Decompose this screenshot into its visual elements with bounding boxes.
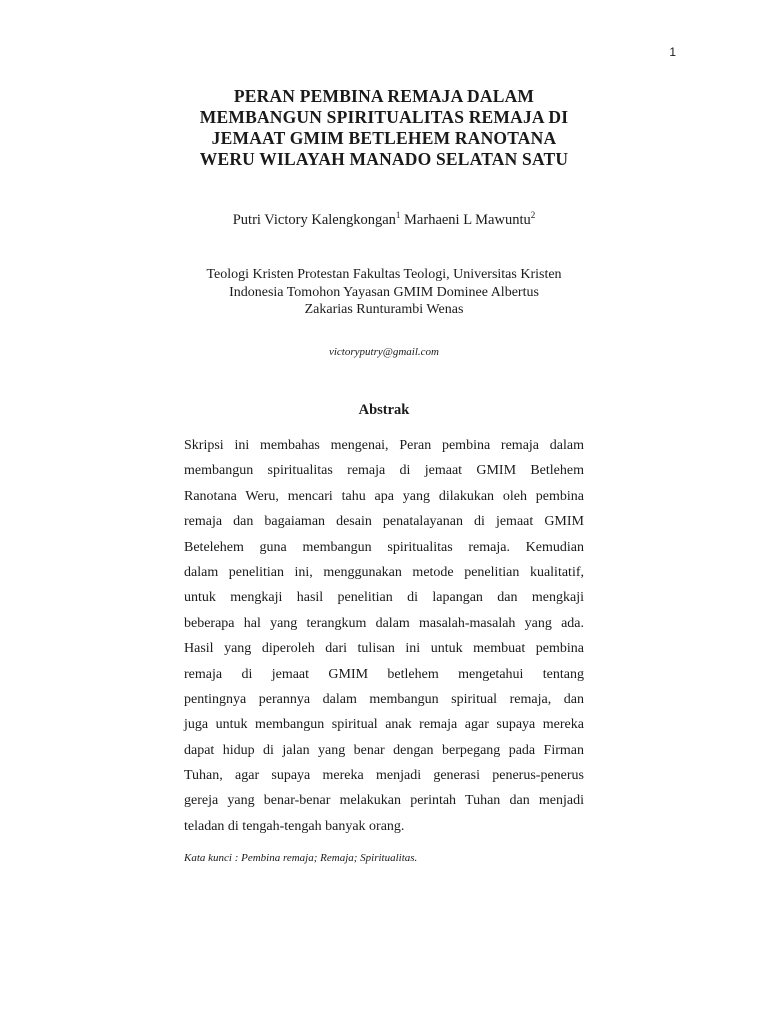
abstract-line: Ranotana Weru, mencari tahu apa yang dilakukan oleh pembina: [184, 488, 584, 504]
keywords: Kata kunci : Pembina remaja; Remaja; Spiritualitas.: [184, 852, 418, 864]
abstract-line: untuk mengkaji hasil penelitian di lapangan dan mengkaji: [184, 590, 584, 606]
abstract-body: [184, 433, 584, 839]
author-name: Marhaeni L Mawuntu: [404, 212, 531, 228]
author-affiliation-marker: 2: [530, 210, 536, 220]
abstract-line: membangun spiritualitas remaja di jemaat GMIM Betlehem: [184, 463, 584, 479]
author-email: victoryputry@gmail.com: [328, 346, 439, 358]
abstract-line: dapat hidup di jalan yang benar dengan berpegang pada Firman: [184, 742, 584, 758]
abstract-line: Tuhan, agar supaya mereka menjadi generasi penerus-penerus: [184, 768, 584, 784]
paper-title: [150, 86, 618, 170]
abstract-line: gereja yang benar-benar melakukan perintah Tuhan dan menjadi: [184, 793, 584, 809]
abstract-line: juga untuk membangun spiritual anak remaja agar supaya mereka: [184, 717, 584, 733]
title-line: JEMAAT GMIM BETLEHEM RANOTANA: [211, 128, 557, 148]
author-list: [0, 211, 768, 229]
affiliation-line: Indonesia Tomohon Yayasan GMIM Dominee Albertus: [229, 284, 539, 300]
author-name: Putri Victory Kalengkongan: [232, 212, 396, 228]
abstract-line: Skripsi ini membahas mengenai, Peran pembina remaja dalam: [184, 438, 584, 453]
abstract-line: remaja di jemaat GMIM betlehem mengetahui tentang: [184, 666, 584, 682]
page-number: 1: [669, 45, 676, 59]
abstract-heading: Abstrak: [358, 402, 410, 418]
title-line: WERU WILAYAH MANADO SELATAN SATU: [199, 149, 569, 169]
abstract-line: Hasil yang diperoleh dari tulisan ini untuk membuat pembina: [184, 641, 584, 657]
affiliation-line: Zakarias Runturambi Wenas: [304, 302, 464, 317]
author-affiliation-marker: 1: [395, 210, 401, 220]
abstract-line: remaja dan bagaiaman desain penatalayanan di jemaat GMIM: [184, 514, 584, 530]
affiliation: [150, 266, 618, 319]
abstract-line: teladan di tengah-tengah banyak orang.: [184, 818, 405, 834]
abstract-line: pentingnya perannya dalam membangun spiritual remaja, dan: [184, 691, 584, 707]
abstract-line: dalam penelitian ini, menggunakan metode penelitian kualitatif,: [184, 564, 584, 580]
affiliation-line: Teologi Kristen Protestan Fakultas Teologi, Universitas Kristen: [206, 267, 562, 282]
abstract-line: beberapa hal yang terangkum dalam masalah-masalah yang ada.: [184, 615, 584, 631]
title-line: PERAN PEMBINA REMAJA DALAM: [233, 86, 535, 106]
abstract-line: Betelehem guna membangun spiritualitas remaja. Kemudian: [184, 539, 584, 555]
title-line: MEMBANGUN SPIRITUALITAS REMAJA DI: [199, 107, 569, 127]
